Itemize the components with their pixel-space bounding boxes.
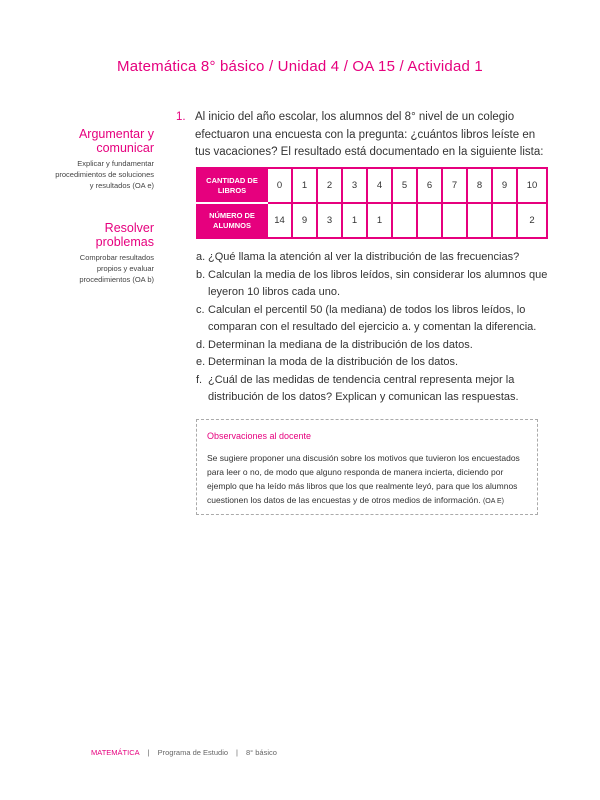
skill-heading: Argumentar y comunicar — [78, 127, 154, 155]
question-text: Al inicio del año escolar, los alumnos del 8° nivel de un colegio efectuaron una encuesta con la pregunta: ¿cuántos libros leíste en tus vacaciones? El resultado está documentado en la siguiente lista: — [195, 111, 544, 158]
question-number: 1. — [176, 111, 186, 123]
subquestion-text: ¿Cuál de las medidas de tendencia central representa mejor la distribución de los datos? Explican y comunican las respuestas. — [208, 373, 519, 403]
table-row-books — [197, 168, 547, 203]
footer-grade: 8° básico — [246, 748, 277, 757]
table-cell: 10 — [517, 168, 547, 203]
frequency-table — [196, 167, 548, 239]
table-cell: 6 — [417, 168, 442, 203]
row-header: NÚMERO DE ALUMNOS — [197, 203, 267, 238]
subquestion — [196, 267, 556, 302]
subquestion — [196, 337, 556, 355]
table-cell: 5 — [392, 168, 417, 203]
teacher-notes-box — [196, 419, 538, 515]
footer — [91, 748, 277, 757]
table-cell: 1 — [342, 203, 367, 238]
table-row-students — [197, 203, 547, 238]
subquestion-text: Calculan el percentil 50 (la mediana) de todos los libros leídos, lo comparan con el resultado del ejercicio a. y comentan la diferencia. — [208, 303, 537, 333]
table-cell: 0 — [267, 168, 292, 203]
table-cell — [417, 203, 442, 238]
table-cell: 1 — [292, 168, 317, 203]
subquestion — [196, 249, 556, 267]
table-cell: 2 — [317, 168, 342, 203]
subquestion — [196, 354, 556, 372]
subquestion-letter: a. — [196, 251, 206, 263]
table-cell: 2 — [517, 203, 547, 238]
table-cell: 7 — [442, 168, 467, 203]
table-cell: 14 — [267, 203, 292, 238]
skill-text: Comprobar resultados propios y evaluar procedimientos (OA b) — [79, 253, 154, 284]
teacher-notes-text — [207, 451, 527, 509]
subquestion-letter: d. — [196, 338, 206, 351]
question — [176, 109, 546, 162]
table-cell: 8 — [467, 168, 492, 203]
subquestion-text: Determinan la mediana de la distribución de los datos. — [208, 338, 473, 351]
table-cell — [442, 203, 467, 238]
table-cell — [467, 203, 492, 238]
footer-program: Programa de Estudio — [157, 748, 229, 757]
skill-resolver — [54, 221, 154, 285]
subquestion — [196, 372, 556, 407]
notes-body: Se sugiere proponer una discusión sobre los motivos que tuvieron los encuestados para leer o no, de modo que alguno responda de manera incierta, diciendo por ejemplo que ha leído más libros que los que realmente leyó, para que los alumnos cuestionen los datos de las encuestas y de otros medios de información. — [207, 453, 520, 505]
table-cell: 4 — [367, 168, 392, 203]
table-cell — [392, 203, 417, 238]
subquestion-text: ¿Qué llama la atención al ver la distribución de las frecuencias? — [208, 251, 520, 263]
footer-separator: | — [236, 748, 238, 757]
page-title: Matemática 8° básico / Unidad 4 / OA 15 / Actividad 1 — [117, 58, 483, 75]
skill-text: Explicar y fundamentar procedimientos de soluciones y resultados (OA e) — [55, 159, 154, 190]
subquestion-letter: c. — [196, 303, 205, 316]
table-cell — [492, 203, 517, 238]
footer-separator: | — [147, 748, 150, 757]
skill-argumentar — [54, 127, 154, 191]
subquestion-letter: f. — [196, 373, 203, 386]
notes-ref: (OA E) — [482, 498, 504, 505]
table-cell: 3 — [317, 203, 342, 238]
table-cell: 9 — [292, 203, 317, 238]
subquestion-text: Determinan la moda de la distribución de los datos. — [208, 356, 459, 368]
subquestion — [196, 302, 556, 337]
subquestion-text: Calculan la media de los libros leídos, sin considerar los alumnos que leyeron 10 libros cada uno. — [208, 268, 548, 298]
table-cell: 3 — [342, 168, 367, 203]
subquestion-letter: e. — [196, 356, 206, 368]
row-header: CANTIDAD DE LIBROS — [197, 168, 267, 203]
footer-brand: MATEMÁTICA — [91, 748, 140, 757]
table-cell: 1 — [367, 203, 392, 238]
teacher-notes-title: Observaciones al docente — [207, 431, 312, 441]
subquestions — [196, 249, 556, 407]
subquestion-letter: b. — [196, 268, 206, 281]
table-cell: 9 — [492, 168, 517, 203]
skill-heading: Resolver problemas — [95, 221, 154, 249]
